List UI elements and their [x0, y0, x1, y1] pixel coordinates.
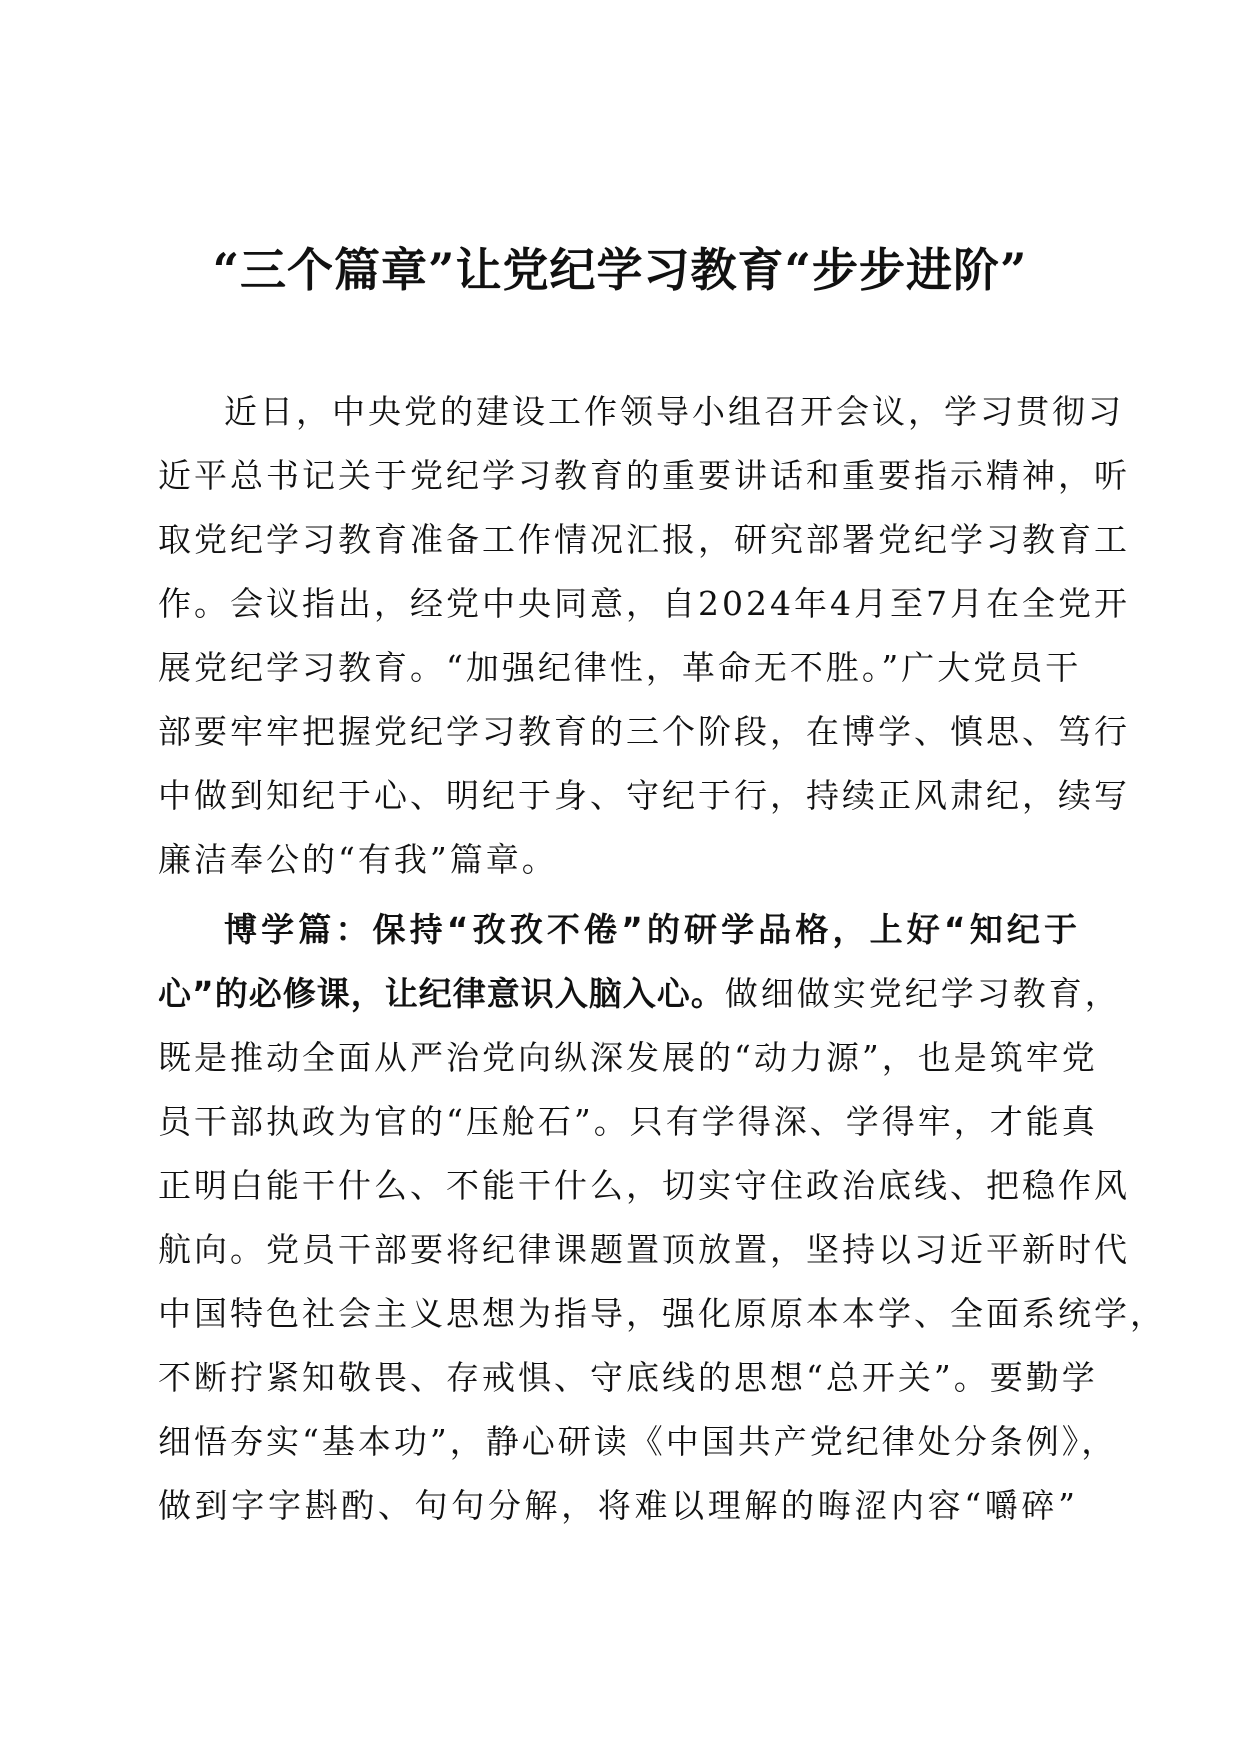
paragraph-line: 做到字字斟酌、句句分解，将难以理解的晦涩内容“嚼碎”: [158, 1486, 1078, 1525]
paragraph-intro: [158, 380, 1130, 892]
paragraph-line: 取党纪学习教育准备工作情况汇报，研究部署党纪学习教育工: [158, 520, 1130, 559]
paragraph-line: 近平总书记关于党纪学习教育的重要讲话和重要指示精神，听: [158, 456, 1130, 495]
paragraph-line: 细悟夯实“基本功”，静心研读《中国共产党纪律处分条例》，: [158, 1422, 1118, 1461]
paragraph-line: 中做到知纪于心、明纪于身、守纪于行，持续正风肃纪，续写: [158, 776, 1130, 815]
paragraph-line: 正明白能干什么、不能干什么，切实守住政治底线、把稳作风: [158, 1166, 1130, 1205]
paragraph-line: 中国特色社会主义思想为指导，强化原原本本学、全面系统学，: [158, 1294, 1166, 1333]
paragraph-line: 作。会议指出，经党中央同意，自2024年4月至7月在全党开: [158, 584, 1130, 623]
paragraph-line: 航向。党员干部要将纪律课题置顶放置，坚持以习近平新时代: [158, 1230, 1130, 1269]
paragraph-line: 近日，中央党的建设工作领导小组召开会议，学习贯彻习: [224, 392, 1124, 431]
paragraph-line: 展党纪学习教育。“加强纪律性，革命无不胜。”广大党员干: [158, 648, 1082, 687]
paragraph-line: 不断拧紧知敬畏、存戒惧、守底线的思想“总开关”。要勤学: [158, 1358, 1098, 1397]
paragraph-line: [158, 962, 1121, 1026]
paragraph-line: 既是推动全面从严治党向纵深发展的“动力源”，也是筑牢党: [158, 1038, 1098, 1077]
section-heading-tail: 心”的必修课，让纪律意识入脑入心。: [158, 974, 725, 1013]
paragraph-line: 员干部执政为官的“压舱石”。只有学得深、学得牢，才能真: [158, 1102, 1098, 1141]
paragraph-line: 部要牢牢把握党纪学习教育的三个阶段，在博学、慎思、笃行: [158, 712, 1130, 751]
section-heading-line: 博学篇：保持“孜孜不倦”的研学品格，上好“知纪于: [224, 910, 1078, 949]
paragraph-line: 廉洁奉公的“有我”篇章。: [158, 840, 558, 879]
paragraph-boxue: [158, 898, 1166, 1538]
document-title: “三个篇章”让党纪学习教育“步步进阶”: [212, 243, 1028, 297]
paragraph-line-rest: 做细做实党纪学习教育，: [724, 974, 1121, 1013]
document-body: [158, 380, 1166, 1538]
